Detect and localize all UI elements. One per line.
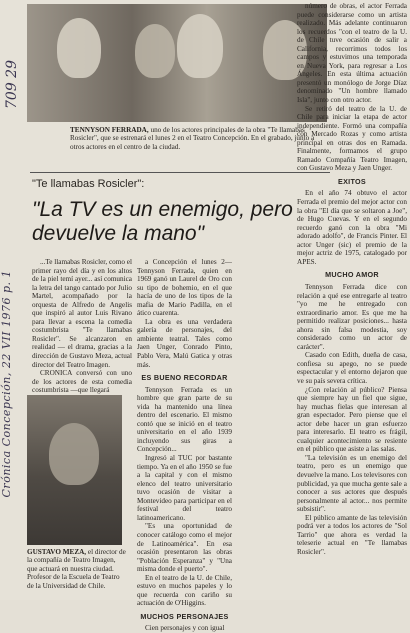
paragraph: En el año 74 obtuvo el actor Ferrada el premio del mejor actor con la obra "El día que se soltaron a Joe", de Hugo Cuevas. Y en el segundo recuerdo ganó con la obra "Mi adorado adolfo", de Francis Pinter. El actor Unger (sic) el premio de la mejor actriz de 1975, catalogado por APES.: [297, 189, 407, 266]
subheading: EXITOS: [337, 176, 367, 186]
paragraph: Se retiró del teatro de la U. de Chile para iniciar la etapa de actor independiente. Formó una compañía con Mercado Rozas y como artista principal en otras dos en Ramada. Finalmente, formamos el grupo Ramado Compañía Teatro Imagen, con Gustavo Meza y Jaen Unger.: [297, 104, 407, 173]
paragraph: La obra es una verdadera galería de personajes, del ambiente teatral. Tales como Jaen Unger, Conrado Pinto, Pablo Vera, Malú Gatica y otras más.: [137, 317, 232, 369]
caption-lead: GUSTAVO MEZA,: [27, 548, 87, 556]
article-column-3: [297, 2, 407, 556]
subheading: MUCHOS PERSONAJES: [140, 611, 229, 621]
director-portrait-photo: [27, 395, 122, 545]
photo-figure: [177, 14, 223, 78]
paragraph: Tennyson Ferrada es un hombre que gran parte de su vida ha mantenido una línea dentro del escenario. El mismo contó que se inició en el teatro universitario en el año 1939 incluyendo sus giras a Concepción...: [137, 385, 232, 454]
paragraph: ...Te llamabas Rosicler, como el primer rayo del día y en los altos de la piel temí ayer... así comunica la letra del tango cantado por Julio Martel, acompañado por la orquesta de Alfredo de Angelis que inspiró al autor Luis Rivano para llevar a escena la comedia costumbrista "Te llamabas Rosicler". Se alcanzaron en realidad — el drama, gracias a la dirección de Gustavo Meza, actual director del Teatro Imagen.: [32, 258, 132, 369]
caption-lead: TENNYSON FERRADA,: [70, 126, 149, 134]
paragraph: En el teatro de la U. de Chile, estuvo en muchos papeles y lo que recuerda con cariño su actuación de O'Higgins.: [137, 573, 232, 608]
article-column-1: [32, 258, 132, 395]
article-column-2: [137, 258, 232, 633]
paragraph: "Es una oportunidad de conocer catálogo como el mejor de Latinoamérica". En esa ocasión presentaron las obras "Población Esperanza" y "Una misma donde el puerto".: [137, 522, 232, 574]
subheading: ES BUENO RECORDAR: [141, 373, 228, 383]
subheading: MUCHO AMOR: [325, 270, 379, 280]
divider: [30, 172, 330, 173]
paragraph: Casado con Edith, dueña de casa, confiesa su apego, no se puede espectacular y el entorno dejaron que ve su país severa crítica.: [297, 351, 407, 385]
caption-text: uno de los actores principales de la obra "Te llamabas Rosicler", que se estrenará el lunes 2 en el Teatro Concepción. En el grabado, junto a otros actores en el centro de la ciudad.: [70, 126, 315, 151]
paragraph: "La televisión es un enemigo del teatro, pero es un enemigo que devuelve la mano. Los televisores con publicidad, ya que mucha gente sale a conocer a sus actores que después personalmente al actor... nos permite subsistir".: [297, 453, 407, 514]
article-kicker: "Te llamabas Rosicler":: [32, 178, 145, 190]
paragraph: a Concepción el lunes 2— Tennyson Ferrada, quien en 1969 ganó un Laurel de Oro con su tipo de bohemio, en el que hacía de uno de los tipos de la mafia de Mario Padilla, en el ático cuarenta.: [137, 258, 232, 318]
photo-figure: [57, 18, 101, 78]
paragraph: número de obras, el actor Ferrada puede considerarse como un artista realizado. Más adelante continuaron los recuerdos "con el teatro de la U. de Chile tuve ocasión de salir a California, recorrimos todos los campos y estuvimos una temporada en Nueva York, para regresar a Los Ángeles. En esta última actuación presentó un monólogo de Jorge Díaz denominado "Un hombre llamado Isla", junto con otro actor.: [297, 2, 407, 105]
paragraph: Ingresó al TUC por bastante tiempo. Ya en el año 1950 se fue a la capital y con el mismo elenco del teatro universitario tuvo ocasión de visitar a Montevideo para participar en el festival del teatro latinoamericano.: [137, 454, 232, 522]
paragraph: Cien personajes y con igual: [145, 624, 225, 633]
actors-group-photo: [27, 4, 327, 122]
paragraph: El público amante de las televisión podrá ver a todos los actores de "Sol Tarrio" que ahora es verdad la teleserie actual en "Te llamabas Rosicler".: [297, 513, 407, 556]
paragraph: CRONICA conversó con uno de los actores de esta comedia costumbrista —que llegará: [32, 369, 132, 395]
photo-figure: [49, 423, 99, 485]
photo-figure: [135, 24, 175, 78]
corner-handwriting: 709 29: [4, 60, 20, 109]
margin-handwriting: Crónica Concepción, 22 VII 1976 p. 1: [0, 270, 13, 498]
paragraph: ¿Con relación al público? Piensa que siempre hay un fiel que sigue, hay muchas fielas que interesan al gran espectador. Pero piense que el actor debe hacer un gran esfuerzo para interesarlo. El teatro es frágil, cualquier acontecimiento se resiente en el público que asiste a las salas.: [297, 385, 407, 454]
bottom-photo-caption: [27, 548, 127, 590]
top-photo-caption: [70, 126, 320, 151]
article-headline: "La TV es un enemigo, pero devuelve la mano": [32, 198, 293, 245]
caption-text: el director de la compañía de Teatro Imagen, que actuará en nuestra ciudad. Profesor de la Escuela de Teatro de la Universidad de Chile.: [27, 548, 126, 590]
paragraph: Tennyson Ferrada dice con relación a qué ese entregarle al teatro "yo me he entregado con extraordinario amor. Es que me ha permitido realizar posiciones... hasta ahora sin falsa modestia, soy considerado como un actor de carácter".: [297, 282, 407, 351]
